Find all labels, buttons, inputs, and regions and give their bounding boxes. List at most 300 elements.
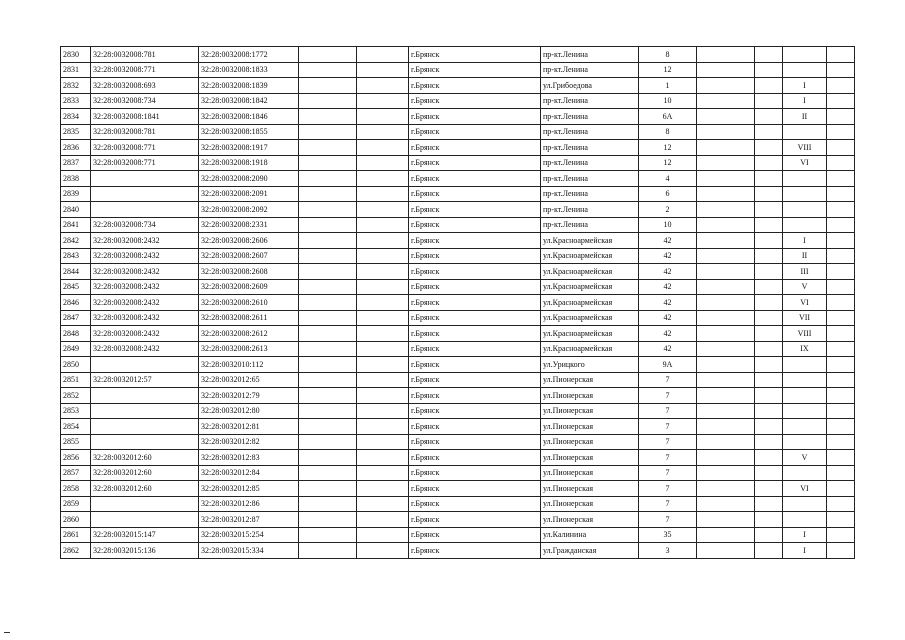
house-number-cell: 12	[639, 62, 697, 78]
city-cell: г.Брянск	[409, 62, 541, 78]
cadastral-number-cell: 32:28:0032008:2606	[199, 233, 299, 249]
empty-cell	[299, 124, 357, 140]
house-number-cell: 42	[639, 279, 697, 295]
row-number-cell: 2832	[61, 78, 91, 94]
empty-cell	[827, 264, 855, 280]
empty-cell	[357, 419, 409, 435]
house-number-cell: 3	[639, 543, 697, 559]
table-row	[61, 140, 855, 156]
cadastral-number-cell: 32:28:0032012:86	[199, 496, 299, 512]
table-row	[61, 481, 855, 497]
house-number-cell: 7	[639, 465, 697, 481]
cadastral-number-cell: 32:28:0032012:79	[199, 388, 299, 404]
house-number-cell: 42	[639, 326, 697, 342]
parent-cadastral-cell: 32:28:0032008:781	[91, 124, 199, 140]
parent-cadastral-cell: 32:28:0032012:60	[91, 450, 199, 466]
parent-cadastral-cell	[91, 512, 199, 528]
city-cell: г.Брянск	[409, 357, 541, 373]
empty-cell	[697, 372, 755, 388]
empty-cell	[827, 310, 855, 326]
cadastral-number-cell: 32:28:0032012:81	[199, 419, 299, 435]
table-row	[61, 78, 855, 94]
house-number-cell: 10	[639, 217, 697, 233]
empty-cell	[755, 527, 783, 543]
cadastral-number-cell: 32:28:0032008:2331	[199, 217, 299, 233]
house-number-cell: 35	[639, 527, 697, 543]
table-row	[61, 124, 855, 140]
house-number-cell: 1	[639, 78, 697, 94]
street-cell: ул.Красноармейская	[541, 341, 639, 357]
empty-cell	[357, 434, 409, 450]
empty-cell	[827, 388, 855, 404]
premises-number-cell	[783, 62, 827, 78]
registry-table	[60, 46, 855, 559]
cadastral-number-cell: 32:28:0032008:1918	[199, 155, 299, 171]
empty-cell	[357, 372, 409, 388]
row-number-cell: 2862	[61, 543, 91, 559]
empty-cell	[755, 109, 783, 125]
empty-cell	[697, 47, 755, 63]
row-number-cell: 2861	[61, 527, 91, 543]
table-row	[61, 372, 855, 388]
empty-cell	[357, 357, 409, 373]
empty-cell	[827, 543, 855, 559]
empty-cell	[357, 512, 409, 528]
cadastral-number-cell: 32:28:0032008:2611	[199, 310, 299, 326]
empty-cell	[697, 109, 755, 125]
empty-cell	[357, 481, 409, 497]
premises-number-cell: VIII	[783, 326, 827, 342]
city-cell: г.Брянск	[409, 109, 541, 125]
empty-cell	[299, 93, 357, 109]
row-number-cell: 2850	[61, 357, 91, 373]
row-number-cell: 2855	[61, 434, 91, 450]
empty-cell	[827, 248, 855, 264]
street-cell: ул.Пионерская	[541, 512, 639, 528]
empty-cell	[827, 341, 855, 357]
empty-cell	[697, 357, 755, 373]
house-number-cell: 10	[639, 93, 697, 109]
cadastral-number-cell: 32:28:0032008:2609	[199, 279, 299, 295]
empty-cell	[827, 124, 855, 140]
empty-cell	[299, 465, 357, 481]
empty-cell	[755, 47, 783, 63]
cadastral-number-cell: 32:28:0032008:1855	[199, 124, 299, 140]
empty-cell	[697, 295, 755, 311]
row-number-cell: 2838	[61, 171, 91, 187]
empty-cell	[299, 78, 357, 94]
street-cell: пр-кт.Ленина	[541, 62, 639, 78]
empty-cell	[299, 171, 357, 187]
table-row	[61, 264, 855, 280]
row-number-cell: 2837	[61, 155, 91, 171]
empty-cell	[299, 434, 357, 450]
row-number-cell: 2860	[61, 512, 91, 528]
empty-cell	[697, 543, 755, 559]
empty-cell	[827, 171, 855, 187]
premises-number-cell: I	[783, 527, 827, 543]
table-row	[61, 202, 855, 218]
empty-cell	[357, 403, 409, 419]
table-row	[61, 357, 855, 373]
empty-cell	[827, 481, 855, 497]
parent-cadastral-cell	[91, 202, 199, 218]
table-row	[61, 248, 855, 264]
empty-cell	[755, 124, 783, 140]
empty-cell	[827, 465, 855, 481]
street-cell: ул.Пионерская	[541, 388, 639, 404]
empty-cell	[357, 465, 409, 481]
row-number-cell: 2852	[61, 388, 91, 404]
city-cell: г.Брянск	[409, 264, 541, 280]
empty-cell	[299, 155, 357, 171]
empty-cell	[697, 481, 755, 497]
parent-cadastral-cell: 32:28:0032008:2432	[91, 326, 199, 342]
empty-cell	[755, 434, 783, 450]
cadastral-number-cell: 32:28:0032008:2608	[199, 264, 299, 280]
parent-cadastral-cell	[91, 171, 199, 187]
cadastral-number-cell: 32:28:0032008:1846	[199, 109, 299, 125]
city-cell: г.Брянск	[409, 171, 541, 187]
cadastral-number-cell: 32:28:0032008:2090	[199, 171, 299, 187]
parent-cadastral-cell: 32:28:0032012:57	[91, 372, 199, 388]
premises-number-cell: III	[783, 264, 827, 280]
premises-number-cell: II	[783, 109, 827, 125]
street-cell: ул.Пионерская	[541, 419, 639, 435]
house-number-cell: 12	[639, 140, 697, 156]
city-cell: г.Брянск	[409, 140, 541, 156]
empty-cell	[357, 47, 409, 63]
row-number-cell: 2843	[61, 248, 91, 264]
premises-number-cell: V	[783, 450, 827, 466]
street-cell: пр-кт.Ленина	[541, 47, 639, 63]
city-cell: г.Брянск	[409, 372, 541, 388]
table-row	[61, 62, 855, 78]
premises-number-cell: I	[783, 78, 827, 94]
cadastral-number-cell: 32:28:0032012:65	[199, 372, 299, 388]
house-number-cell: 42	[639, 248, 697, 264]
city-cell: г.Брянск	[409, 450, 541, 466]
table-row	[61, 155, 855, 171]
empty-cell	[755, 279, 783, 295]
empty-cell	[827, 419, 855, 435]
empty-cell	[357, 295, 409, 311]
empty-cell	[357, 171, 409, 187]
empty-cell	[755, 295, 783, 311]
table-row	[61, 403, 855, 419]
house-number-cell: 9А	[639, 357, 697, 373]
row-number-cell: 2840	[61, 202, 91, 218]
row-number-cell: 2839	[61, 186, 91, 202]
parent-cadastral-cell: 32:28:0032008:2432	[91, 233, 199, 249]
cadastral-number-cell: 32:28:0032010:112	[199, 357, 299, 373]
empty-cell	[299, 341, 357, 357]
empty-cell	[755, 78, 783, 94]
house-number-cell: 42	[639, 295, 697, 311]
parent-cadastral-cell: 32:28:0032008:734	[91, 217, 199, 233]
street-cell: ул.Красноармейская	[541, 248, 639, 264]
premises-number-cell: I	[783, 233, 827, 249]
empty-cell	[827, 279, 855, 295]
city-cell: г.Брянск	[409, 512, 541, 528]
empty-cell	[357, 496, 409, 512]
empty-cell	[755, 186, 783, 202]
house-number-cell: 8	[639, 47, 697, 63]
empty-cell	[697, 248, 755, 264]
street-cell: ул.Пионерская	[541, 450, 639, 466]
premises-number-cell: VI	[783, 155, 827, 171]
empty-cell	[755, 171, 783, 187]
parent-cadastral-cell: 32:28:0032008:2432	[91, 341, 199, 357]
empty-cell	[697, 465, 755, 481]
premises-number-cell: V	[783, 279, 827, 295]
table-row	[61, 295, 855, 311]
city-cell: г.Брянск	[409, 155, 541, 171]
row-number-cell: 2858	[61, 481, 91, 497]
empty-cell	[697, 171, 755, 187]
empty-cell	[299, 140, 357, 156]
city-cell: г.Брянск	[409, 434, 541, 450]
house-number-cell: 7	[639, 419, 697, 435]
empty-cell	[299, 512, 357, 528]
cadastral-number-cell: 32:28:0032008:2610	[199, 295, 299, 311]
empty-cell	[755, 140, 783, 156]
house-number-cell: 12	[639, 155, 697, 171]
empty-cell	[755, 217, 783, 233]
table-row	[61, 109, 855, 125]
empty-cell	[827, 326, 855, 342]
empty-cell	[697, 279, 755, 295]
row-number-cell: 2841	[61, 217, 91, 233]
empty-cell	[299, 543, 357, 559]
empty-cell	[827, 403, 855, 419]
table-row	[61, 496, 855, 512]
empty-cell	[357, 450, 409, 466]
street-cell: пр-кт.Ленина	[541, 186, 639, 202]
street-cell: ул.Красноармейская	[541, 310, 639, 326]
house-number-cell: 6А	[639, 109, 697, 125]
empty-cell	[697, 155, 755, 171]
city-cell: г.Брянск	[409, 124, 541, 140]
premises-number-cell: II	[783, 248, 827, 264]
empty-cell	[697, 527, 755, 543]
parent-cadastral-cell: 32:28:0032008:2432	[91, 248, 199, 264]
empty-cell	[697, 124, 755, 140]
parent-cadastral-cell	[91, 403, 199, 419]
empty-cell	[827, 527, 855, 543]
empty-cell	[357, 341, 409, 357]
empty-cell	[357, 527, 409, 543]
street-cell: пр-кт.Ленина	[541, 202, 639, 218]
empty-cell	[299, 419, 357, 435]
house-number-cell: 7	[639, 450, 697, 466]
cadastral-number-cell: 32:28:0032012:85	[199, 481, 299, 497]
city-cell: г.Брянск	[409, 496, 541, 512]
empty-cell	[755, 496, 783, 512]
table-row	[61, 47, 855, 63]
street-cell: пр-кт.Ленина	[541, 93, 639, 109]
empty-cell	[697, 202, 755, 218]
city-cell: г.Брянск	[409, 248, 541, 264]
city-cell: г.Брянск	[409, 295, 541, 311]
empty-cell	[357, 543, 409, 559]
premises-number-cell	[783, 388, 827, 404]
table-row	[61, 341, 855, 357]
empty-cell	[827, 78, 855, 94]
cadastral-number-cell: 32:28:0032012:82	[199, 434, 299, 450]
empty-cell	[827, 434, 855, 450]
house-number-cell: 4	[639, 171, 697, 187]
empty-cell	[755, 543, 783, 559]
city-cell: г.Брянск	[409, 233, 541, 249]
premises-number-cell: VI	[783, 295, 827, 311]
city-cell: г.Брянск	[409, 419, 541, 435]
empty-cell	[755, 62, 783, 78]
house-number-cell: 7	[639, 512, 697, 528]
row-number-cell: 2834	[61, 109, 91, 125]
row-number-cell: 2845	[61, 279, 91, 295]
premises-number-cell: I	[783, 543, 827, 559]
empty-cell	[357, 62, 409, 78]
parent-cadastral-cell	[91, 357, 199, 373]
parent-cadastral-cell	[91, 186, 199, 202]
premises-number-cell	[783, 202, 827, 218]
empty-cell	[299, 481, 357, 497]
row-number-cell: 2851	[61, 372, 91, 388]
street-cell: ул.Пионерская	[541, 434, 639, 450]
parent-cadastral-cell	[91, 496, 199, 512]
empty-cell	[299, 248, 357, 264]
empty-cell	[755, 419, 783, 435]
empty-cell	[827, 217, 855, 233]
row-number-cell: 2847	[61, 310, 91, 326]
street-cell: ул.Пионерская	[541, 481, 639, 497]
empty-cell	[697, 310, 755, 326]
empty-cell	[299, 403, 357, 419]
premises-number-cell	[783, 512, 827, 528]
cadastral-number-cell: 32:28:0032015:254	[199, 527, 299, 543]
parent-cadastral-cell	[91, 434, 199, 450]
row-number-cell: 2836	[61, 140, 91, 156]
row-number-cell: 2831	[61, 62, 91, 78]
empty-cell	[755, 93, 783, 109]
empty-cell	[755, 310, 783, 326]
row-number-cell: 2854	[61, 419, 91, 435]
row-number-cell: 2844	[61, 264, 91, 280]
city-cell: г.Брянск	[409, 326, 541, 342]
empty-cell	[697, 434, 755, 450]
street-cell: пр-кт.Ленина	[541, 109, 639, 125]
empty-cell	[827, 233, 855, 249]
cadastral-number-cell: 32:28:0032008:1772	[199, 47, 299, 63]
empty-cell	[357, 140, 409, 156]
empty-cell	[299, 217, 357, 233]
premises-number-cell: VIII	[783, 140, 827, 156]
city-cell: г.Брянск	[409, 527, 541, 543]
house-number-cell: 2	[639, 202, 697, 218]
empty-cell	[357, 202, 409, 218]
cadastral-number-cell: 32:28:0032015:334	[199, 543, 299, 559]
premises-number-cell	[783, 496, 827, 512]
premises-number-cell	[783, 419, 827, 435]
empty-cell	[357, 388, 409, 404]
parent-cadastral-cell: 32:28:0032008:771	[91, 62, 199, 78]
empty-cell	[827, 62, 855, 78]
street-cell: пр-кт.Ленина	[541, 140, 639, 156]
table-row	[61, 465, 855, 481]
empty-cell	[697, 496, 755, 512]
table-row	[61, 326, 855, 342]
parent-cadastral-cell: 32:28:0032008:2432	[91, 310, 199, 326]
empty-cell	[697, 93, 755, 109]
parent-cadastral-cell: 32:28:0032012:60	[91, 481, 199, 497]
table-row	[61, 186, 855, 202]
empty-cell	[299, 372, 357, 388]
empty-cell	[827, 155, 855, 171]
premises-number-cell	[783, 124, 827, 140]
cadastral-number-cell: 32:28:0032012:87	[199, 512, 299, 528]
empty-cell	[827, 496, 855, 512]
empty-cell	[827, 512, 855, 528]
empty-cell	[827, 109, 855, 125]
empty-cell	[755, 372, 783, 388]
empty-cell	[827, 93, 855, 109]
empty-cell	[755, 155, 783, 171]
row-number-cell: 2849	[61, 341, 91, 357]
street-cell: ул.Пионерская	[541, 403, 639, 419]
house-number-cell: 7	[639, 496, 697, 512]
empty-cell	[755, 326, 783, 342]
parent-cadastral-cell: 32:28:0032015:136	[91, 543, 199, 559]
parent-cadastral-cell: 32:28:0032008:781	[91, 47, 199, 63]
page-edge-mark	[4, 632, 10, 633]
empty-cell	[357, 248, 409, 264]
parent-cadastral-cell: 32:28:0032008:2432	[91, 279, 199, 295]
cadastral-number-cell: 32:28:0032008:1842	[199, 93, 299, 109]
cadastral-number-cell: 32:28:0032008:1917	[199, 140, 299, 156]
registry-body	[61, 47, 855, 559]
table-row	[61, 434, 855, 450]
empty-cell	[827, 186, 855, 202]
street-cell: ул.Пионерская	[541, 496, 639, 512]
row-number-cell: 2859	[61, 496, 91, 512]
table-row	[61, 527, 855, 543]
empty-cell	[755, 481, 783, 497]
street-cell: ул.Пионерская	[541, 465, 639, 481]
house-number-cell: 7	[639, 481, 697, 497]
premises-number-cell: VII	[783, 310, 827, 326]
empty-cell	[357, 326, 409, 342]
house-number-cell: 42	[639, 264, 697, 280]
empty-cell	[357, 109, 409, 125]
premises-number-cell	[783, 186, 827, 202]
empty-cell	[299, 496, 357, 512]
empty-cell	[357, 78, 409, 94]
parent-cadastral-cell: 32:28:0032008:693	[91, 78, 199, 94]
cadastral-number-cell: 32:28:0032008:1839	[199, 78, 299, 94]
empty-cell	[697, 186, 755, 202]
empty-cell	[697, 78, 755, 94]
table-row	[61, 93, 855, 109]
empty-cell	[697, 388, 755, 404]
empty-cell	[755, 341, 783, 357]
empty-cell	[697, 326, 755, 342]
premises-number-cell	[783, 217, 827, 233]
cadastral-number-cell: 32:28:0032008:1833	[199, 62, 299, 78]
cadastral-number-cell: 32:28:0032008:2613	[199, 341, 299, 357]
empty-cell	[299, 450, 357, 466]
empty-cell	[697, 62, 755, 78]
